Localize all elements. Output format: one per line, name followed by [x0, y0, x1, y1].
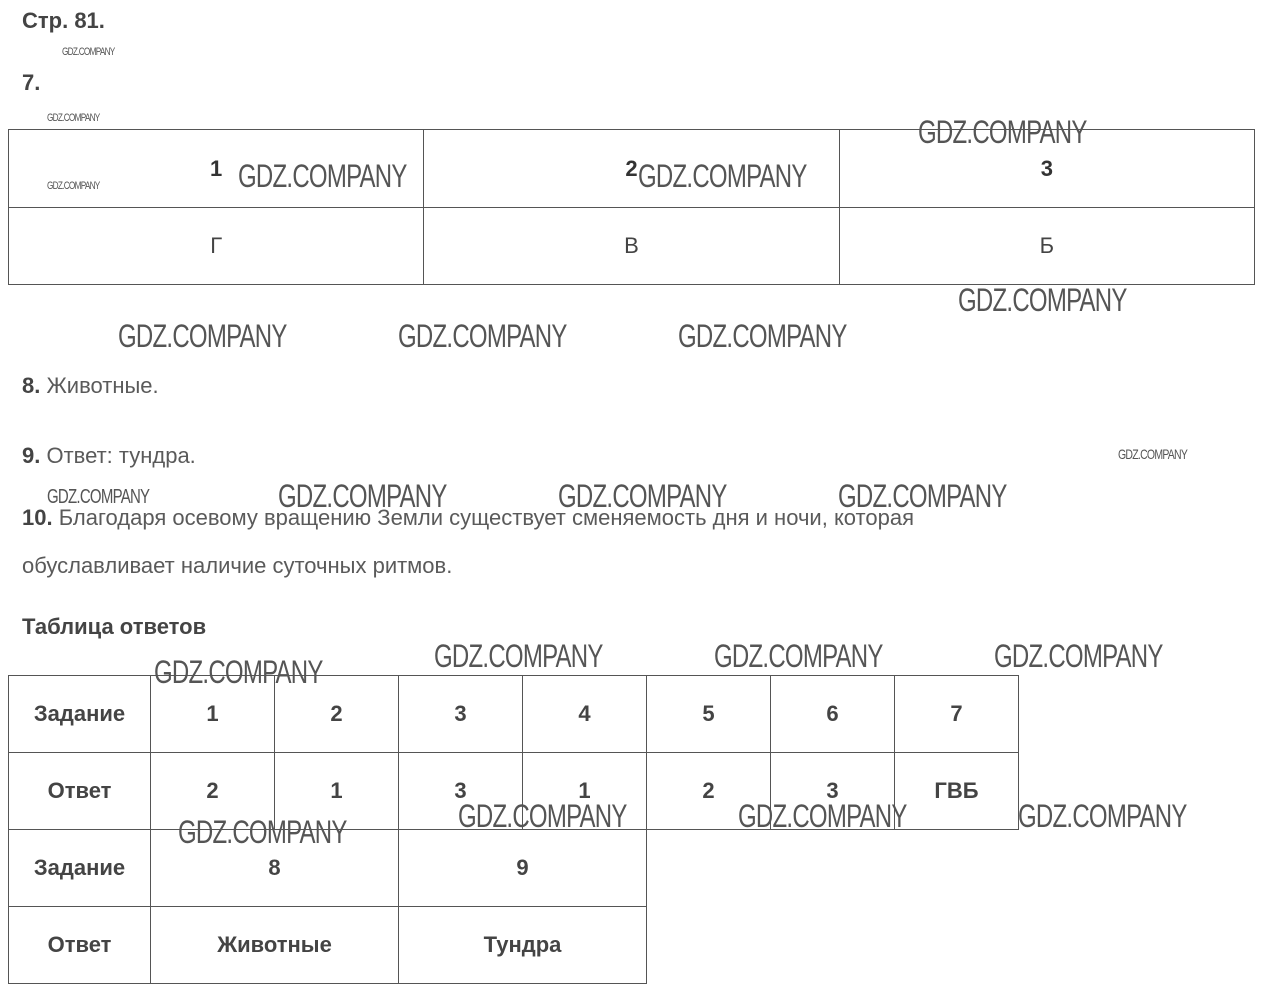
answers-task-cell: 7 [895, 676, 1019, 753]
task-7-header-1: 1 [9, 130, 424, 208]
task-7-label: 7. [22, 70, 41, 95]
watermark: GDZ.COMPANY [558, 478, 727, 514]
watermark: GDZ.COMPANY [398, 318, 567, 354]
task-7-header-2: 2 [424, 130, 839, 208]
task-7-value-3: Б [839, 208, 1254, 285]
watermark: GDZ.COMPANY [62, 46, 115, 58]
task-8 [22, 362, 159, 410]
answers-row-label: Задание [9, 830, 151, 907]
page-header: Стр. 81. [22, 8, 105, 33]
watermark: GDZ.COMPANY [678, 318, 847, 354]
task-10-num: 10. [22, 505, 53, 530]
task-7-table [8, 129, 1255, 285]
task-7-value-2: В [424, 208, 839, 285]
watermark: GDZ.COMPANY [47, 180, 100, 192]
answers-answer-cell: Животные [151, 907, 399, 984]
answers-answer-cell: 1 [523, 753, 647, 830]
answers-table [8, 675, 1019, 830]
watermark: GDZ.COMPANY [1018, 798, 1187, 834]
task-9-num: 9. [22, 443, 41, 468]
answers-answer-cell: 2 [647, 753, 771, 830]
answers-row-label: Задание [9, 676, 151, 753]
answers-answer-cell: Тундра [399, 907, 647, 984]
watermark: GDZ.COMPANY [154, 654, 323, 690]
answers-answer-cell: 3 [771, 753, 895, 830]
watermark: GDZ.COMPANY [47, 112, 100, 124]
watermark: GDZ.COMPANY [958, 282, 1127, 318]
watermark: GDZ.COMPANY [994, 638, 1163, 674]
task-8-num: 8. [22, 373, 41, 398]
answers-task-cell: 6 [771, 676, 895, 753]
task-10-text: Благодаря осевому вращению Земли существует сменяемость дня и ночи, которая [52, 505, 915, 530]
watermark: GDZ.COMPANY [918, 114, 1087, 150]
task-10-text-2: обуславливает наличие суточных ритмов. [22, 553, 453, 578]
watermark: GDZ.COMPANY [118, 318, 287, 354]
answers-answer-cell: 2 [151, 753, 275, 830]
answers-answer-cell: 1 [275, 753, 399, 830]
answers-row-label: Ответ [9, 753, 151, 830]
watermark: GDZ.COMPANY [1118, 446, 1188, 462]
task-7-header-3: 3 [839, 130, 1254, 208]
watermark: GDZ.COMPANY [838, 478, 1007, 514]
answers-task-cell: 9 [399, 830, 647, 907]
answers-task-cell: 8 [151, 830, 399, 907]
answers-title: Таблица ответов [22, 614, 207, 639]
watermark: GDZ.COMPANY [238, 158, 407, 194]
watermark: GDZ.COMPANY [178, 814, 347, 850]
answers-task-cell: 3 [399, 676, 523, 753]
watermark: GDZ.COMPANY [738, 798, 907, 834]
answers-task-cell: 1 [151, 676, 275, 753]
task-9 [22, 432, 196, 480]
watermark: GDZ.COMPANY [278, 478, 447, 514]
answers-table-2 [8, 829, 647, 984]
answers-task-cell: 5 [647, 676, 771, 753]
watermark: GDZ.COMPANY [47, 486, 150, 508]
watermark: GDZ.COMPANY [458, 798, 627, 834]
task-7-value-1: Г [9, 208, 424, 285]
answers-task-cell: 2 [275, 676, 399, 753]
watermark: GDZ.COMPANY [434, 638, 603, 674]
answers-answer-cell: 3 [399, 753, 523, 830]
task-9-text: Ответ: тундра. [40, 443, 196, 468]
answers-row-label: Ответ [9, 907, 151, 984]
watermark: GDZ.COMPANY [638, 158, 807, 194]
answers-answer-cell: ГВБ [895, 753, 1019, 830]
task-10 [22, 494, 914, 590]
watermark: GDZ.COMPANY [714, 638, 883, 674]
task-8-text: Животные. [40, 373, 159, 398]
answers-task-cell: 4 [523, 676, 647, 753]
